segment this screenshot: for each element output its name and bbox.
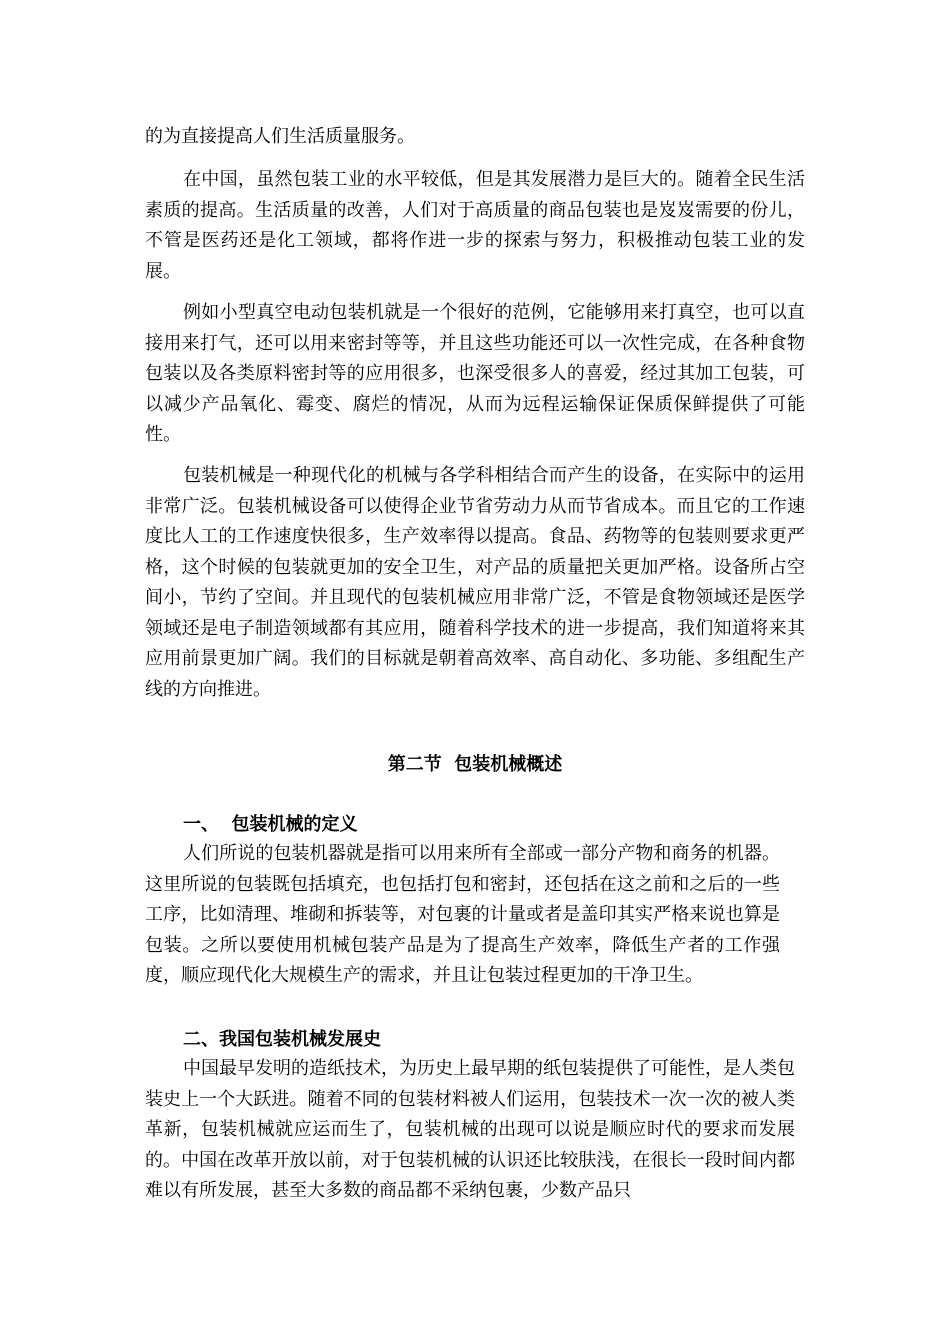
subsection-heading-definition: 一、 包装机械的定义	[183, 814, 358, 835]
subsection-heading-history: 二、我国包装机械发展史	[183, 1029, 381, 1050]
paragraph-china-packaging: 在中国，虽然包装工业的水平较低，但是其发展潜力是巨大的。随着全民生活素质的提高。生活质量的改善，人们对于高质量的商品包装也是岌岌需要的份儿，不管是医药还是化工领域，都将作进一步的探索与努力，积极推动包装工业的发展。	[145, 169, 805, 282]
paragraph-continuation: 的为直接提高人们生活质量服务。	[145, 126, 415, 147]
paragraph-packaging-machinery-benefits: 包装机械是一种现代化的机械与各学科相结合而产生的设备，在实际中的运用非常广泛。包装机械设备可以使得企业节省劳动力从而节省成本。而且它的工作速度比人工的工作速度快很多，生产效率得以提高。食品、药物等的包装则要求更严格，这个时候的包装就更加的安全卫生，对产品的质量把关更加严格。设备所占空间小，节约了空间。并且现代的包装机械应用非常广泛，不管是食物领域还是医学领域还是电子制造领域都有其应用，随着科学技术的进一步提高，我们知道将来其应用前景更加广阔。我们的目标就是朝着高效率、高自动化、多功能、多组配生产线的方向推进。	[145, 465, 805, 700]
paragraph-definition: 人们所说的包装机器就是指可以用来所有全部或一部分产物和商务的机器。这里所说的包装既包括填充，也包括打包和密封，还包括在这之前和之后的一些工序，比如清理、堆砌和拆装等，对包裹的计量或者是盖印其实严格来说也算是包装。之所以要使用机械包装产品是为了提高生产效率，降低生产者的工作强度，顺应现代化大规模生产的需求，并且让包装过程更加的干净卫生。	[145, 843, 780, 986]
section-title: 第二节 包装机械概述	[387, 754, 563, 775]
paragraph-history: 中国最早发明的造纸技术，为历史上最早期的纸包装提供了可能性，是人类包装史上一个大跃进。随着不同的包装材料被人们运用，包装技术一次一次的被人类革新，包装机械就应运而生了，包装机械的出现可以说是顺应时代的要求而发展的。中国在改革开放以前，对于包装机械的认识还比较肤浅，在很长一段时间内都难以有所发展，甚至大多数的商品都不采纳包裹，少数产品只	[145, 1058, 795, 1201]
paragraph-vacuum-machine-example: 例如小型真空电动包装机就是一个很好的范例，它能够用来打真空，也可以直接用来打气，还可以用来密封等等，并且这些功能还可以一次性完成，在各种食物包装以及各类原料密封等的应用很多，也深受很多人的喜爱，经过其加工包装，可以减少产品氧化、霉变、腐烂的情况，从而为远程运输保证保质保鲜提供了可能性。	[145, 302, 805, 445]
